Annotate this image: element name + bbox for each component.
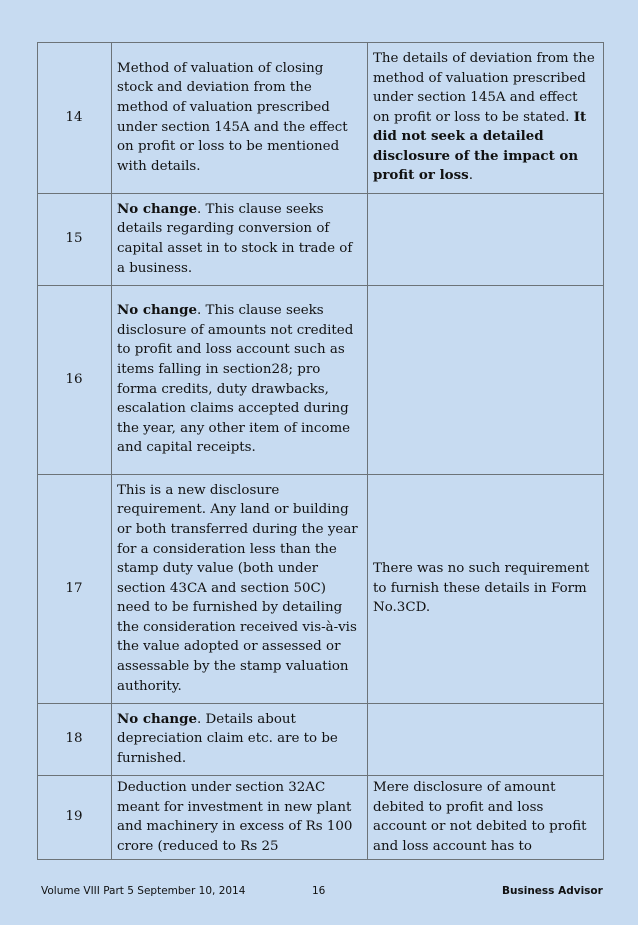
footer-publication: Business Advisor — [502, 885, 603, 897]
table-row — [38, 475, 604, 704]
old-clause-cell — [368, 286, 604, 475]
old-clause-cell — [368, 776, 604, 860]
new-clause-cell — [112, 475, 368, 704]
row-number: 16 — [38, 286, 112, 475]
new-clause-cell — [112, 194, 368, 286]
emphasis-text: It did not seek a detailed disclosure of the impact on profit or loss — [373, 108, 587, 184]
new-clause-cell — [112, 776, 368, 860]
row-number: 17 — [38, 475, 112, 704]
row-number: 14 — [38, 43, 112, 194]
body-text: . This clause seeks details regarding conversion of capital asset in to stock in trade of a business. — [117, 201, 353, 276]
row-number: 18 — [38, 704, 112, 776]
body-text: . Details about depreciation claim etc. are to be furnished. — [117, 711, 338, 766]
body-text: This is a new disclosure requirement. Any land or building or both transferred during the year for a consideration less than the stamp duty value (both under section 43CA and section 50C) need to be furnished by detailing the consideration received vis-à-vis the value adopted or assessed or assessable by the stamp valuation authority. — [117, 482, 358, 694]
old-clause-cell — [368, 43, 604, 194]
page-number: 16 — [312, 885, 326, 897]
body-text: Mere disclosure of amount debited to profit and loss account or not debited to profit and loss account has to — [373, 780, 587, 854]
old-clause-cell — [368, 704, 604, 776]
table-row — [38, 704, 604, 776]
table-row — [38, 43, 604, 194]
lead-text: No change — [117, 710, 198, 727]
table-row — [38, 286, 604, 475]
lead-text: No change — [117, 200, 198, 217]
old-clause-cell — [368, 475, 604, 704]
body-text: Method of valuation of closing stock and deviation from the method of valuation prescribed under section 145A and the effect on profit or loss to be mentioned with details. — [117, 60, 348, 174]
tail-text: . — [468, 168, 473, 184]
body-text: There was no such requirement to furnish these details in Form No.3CD. — [373, 561, 590, 616]
body-text: Deduction under section 32AC meant for investment in new plant and machinery in excess of Rs 100 crore (reduced to Rs 25 — [117, 780, 353, 854]
new-clause-cell — [112, 43, 368, 194]
new-clause-cell — [112, 704, 368, 776]
row-number: 19 — [38, 776, 112, 860]
new-clause-cell — [112, 286, 368, 475]
old-clause-cell — [368, 194, 604, 286]
body-text: The details of deviation from the method of valuation prescribed under section 145A and effect on profit or loss to be stated. — [373, 50, 595, 125]
row-number: 15 — [38, 194, 112, 286]
footer-issue: Volume VIII Part 5 September 10, 2014 — [41, 885, 246, 897]
body-text: . This clause seeks disclosure of amounts not credited to profit and loss account such as items falling in section28; pro forma credits, duty drawbacks, escalation claims accepted during the year, any other item of income and capital receipts. — [117, 303, 354, 456]
table-row — [38, 194, 604, 286]
comparison-table — [37, 42, 604, 860]
lead-text: No change — [117, 302, 198, 319]
table-row — [38, 776, 604, 860]
